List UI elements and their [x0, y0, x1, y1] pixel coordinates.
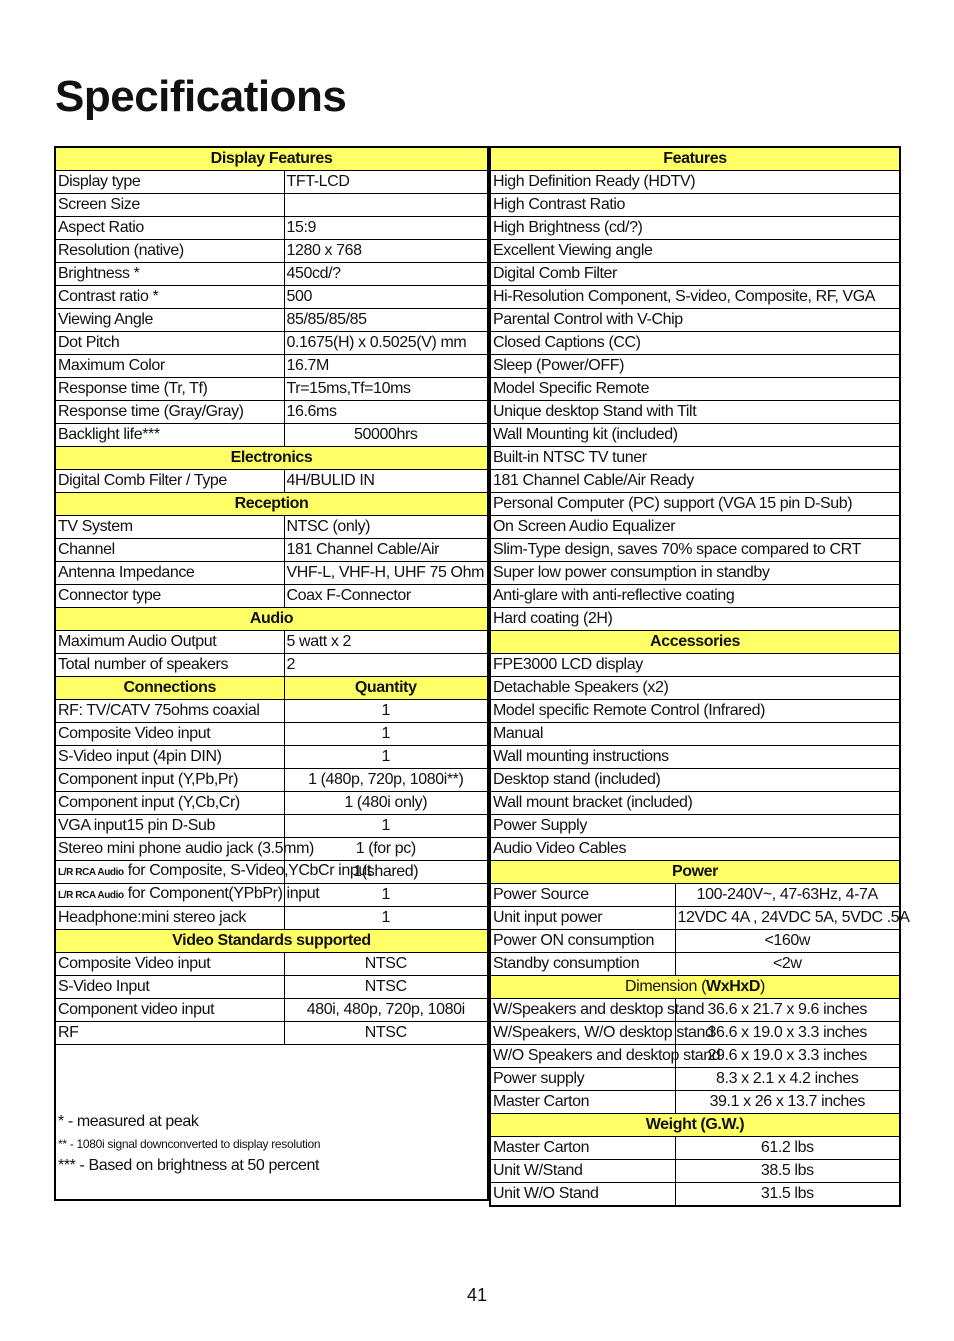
section-header-row — [490, 976, 900, 999]
quantity-header: Quantity — [284, 677, 488, 700]
table-row — [55, 815, 488, 838]
spec-label: Response time (Gray/Gray) — [55, 401, 284, 424]
feature-item: Wall Mounting kit (included) — [490, 424, 900, 447]
accessories-header: Accessories — [490, 631, 900, 654]
spec-value: 1 — [284, 746, 488, 769]
list-item — [490, 769, 900, 792]
feature-item: Hi-Resolution Component, S-video, Composite, RF, VGA — [490, 286, 900, 309]
table-row — [55, 1022, 488, 1045]
table-row — [55, 861, 488, 884]
table-row — [55, 792, 488, 815]
spec-value: 181 Channel Cable/Air — [284, 539, 488, 562]
spec-value: 450cd/? — [284, 263, 488, 286]
feature-item: Personal Computer (PC) support (VGA 15 pin D-Sub) — [490, 493, 900, 516]
spec-value: <160w — [675, 930, 900, 953]
spec-value: Tr=15ms,Tf=10ms — [284, 378, 488, 401]
notes-row — [55, 1045, 488, 1201]
spec-value: 480i, 480p, 720p, 1080i — [284, 999, 488, 1022]
spec-label: Composite Video input — [55, 723, 284, 746]
dimension-header-suffix: ) — [760, 978, 765, 995]
table-row — [55, 240, 488, 263]
spec-value: <2w — [675, 953, 900, 976]
list-item — [490, 608, 900, 631]
spec-value: 1 — [284, 723, 488, 746]
spec-label: Unit W/O Stand — [490, 1183, 675, 1207]
spec-label: Response time (Tr, Tf) — [55, 378, 284, 401]
video-standards-header: Video Standards supported — [55, 930, 488, 953]
spec-label: Power Source — [490, 884, 675, 907]
left-spec-table — [54, 146, 489, 1201]
right-spec-table — [489, 146, 910, 1207]
spec-label: Power ON consumption — [490, 930, 675, 953]
accessory-item: Power Supply — [490, 815, 900, 838]
spec-value: 15:9 — [284, 217, 488, 240]
table-row — [55, 355, 488, 378]
spec-value: 8.3 x 2.1 x 4.2 inches — [675, 1068, 900, 1091]
spec-label: Standby consumption — [490, 953, 675, 976]
spec-label: Maximum Audio Output — [55, 631, 284, 654]
spec-label: RF — [55, 1022, 284, 1045]
table-row — [55, 309, 488, 332]
spec-label: Power supply — [490, 1068, 675, 1091]
spec-value: 36.6 x 21.7 x 9.6 inches — [675, 999, 900, 1022]
spec-label: Contrast ratio * — [55, 286, 284, 309]
feature-item: High Contrast Ratio — [490, 194, 900, 217]
list-item — [490, 516, 900, 539]
accessory-item: Model specific Remote Control (Infrared) — [490, 700, 900, 723]
section-header-row — [55, 930, 488, 953]
table-row — [490, 907, 900, 930]
list-item — [490, 677, 900, 700]
spec-label: Channel — [55, 539, 284, 562]
table-row — [55, 769, 488, 792]
spec-value: 500 — [284, 286, 488, 309]
footnote-brightness: *** - Based on brightness at 50 percent — [58, 1157, 320, 1174]
spec-label: S-Video input (4pin DIN) — [55, 746, 284, 769]
dimension-header-wxhxd: WxHxD — [706, 978, 761, 995]
table-row — [55, 585, 488, 608]
table-row — [55, 194, 488, 217]
spec-label: Master Carton — [490, 1091, 675, 1114]
section-header-row — [55, 677, 488, 700]
table-row — [55, 263, 488, 286]
accessory-item: FPE3000 LCD display — [490, 654, 900, 677]
spec-value: 1280 x 768 — [284, 240, 488, 263]
spec-value: 2 — [284, 654, 488, 677]
section-header-row — [55, 147, 488, 171]
spec-value: VHF-L, VHF-H, UHF 75 Ohm — [284, 562, 488, 585]
spec-value: NTSC (only) — [284, 516, 488, 539]
section-header-row — [55, 447, 488, 470]
feature-item: High Definition Ready (HDTV) — [490, 171, 900, 194]
table-row — [55, 700, 488, 723]
table-row — [55, 424, 488, 447]
page-title: Specifications — [55, 72, 347, 121]
spec-label: Digital Comb Filter / Type — [55, 470, 284, 493]
rca-audio-detail: for Composite, S-Video,YCbCr input — [123, 862, 371, 879]
table-row — [55, 217, 488, 240]
spec-value: 50000hrs — [284, 424, 488, 447]
table-row — [490, 930, 900, 953]
display-features-header: Display Features — [55, 147, 488, 171]
accessory-item: Desktop stand (included) — [490, 769, 900, 792]
dimension-header — [490, 976, 900, 999]
table-row — [55, 539, 488, 562]
feature-item: Built-in NTSC TV tuner — [490, 447, 900, 470]
spec-value: NTSC — [284, 976, 488, 999]
rca-audio-bold-label: L/R RCA Audio — [58, 867, 124, 878]
spec-label: Viewing Angle — [55, 309, 284, 332]
feature-item: Closed Captions (CC) — [490, 332, 900, 355]
table-row — [490, 953, 900, 976]
spec-value: 1 (for pc) — [284, 838, 488, 861]
spec-label: W/Speakers and desktop stand — [490, 999, 675, 1022]
section-header-row — [490, 861, 900, 884]
footnote-1080i: ** - 1080i signal downconverted to display resolution — [58, 1137, 321, 1151]
spec-label: Resolution (native) — [55, 240, 284, 263]
table-row — [490, 1068, 900, 1091]
table-row — [55, 953, 488, 976]
section-header-row — [55, 608, 488, 631]
feature-item: Super low power consumption in standby — [490, 562, 900, 585]
list-item — [490, 585, 900, 608]
spec-value: 1 — [284, 815, 488, 838]
spec-label: Display type — [55, 171, 284, 194]
feature-item: Slim-Type design, saves 70% space compared to CRT — [490, 539, 900, 562]
list-item — [490, 194, 900, 217]
spec-value: 1 (480p, 720p, 1080i**) — [284, 769, 488, 792]
table-row — [490, 884, 900, 907]
features-header: Features — [490, 147, 900, 171]
table-row — [490, 1045, 900, 1068]
spec-label: S-Video Input — [55, 976, 284, 999]
spec-value: TFT-LCD — [284, 171, 488, 194]
table-row — [55, 171, 488, 194]
feature-item: Digital Comb Filter — [490, 263, 900, 286]
page-number: 41 — [466, 1285, 488, 1305]
table-row — [490, 1137, 900, 1160]
list-item — [490, 815, 900, 838]
accessory-item: Wall mounting instructions — [490, 746, 900, 769]
spec-value: 39.1 x 26 x 13.7 inches — [675, 1091, 900, 1114]
table-row — [490, 999, 900, 1022]
section-header-row — [490, 147, 900, 171]
list-item — [490, 332, 900, 355]
table-row — [55, 516, 488, 539]
spec-label — [55, 861, 371, 884]
spec-label: Maximum Color — [55, 355, 284, 378]
list-item — [490, 240, 900, 263]
spec-label: Component input (Y,Pb,Pr) — [55, 769, 284, 792]
section-header-row — [55, 493, 488, 516]
list-item — [490, 355, 900, 378]
spec-value: 0.1675(H) x 0.5025(V) mm — [284, 332, 488, 355]
spec-value: 100-240V~, 47-63Hz, 4-7A — [675, 884, 900, 907]
list-item — [490, 723, 900, 746]
weight-header: Weight (G.W.) — [490, 1114, 900, 1137]
dimension-header-prefix: Dimension ( — [625, 978, 706, 995]
spec-label: Connector type — [55, 585, 284, 608]
spec-value: 1 — [284, 700, 488, 723]
spec-value: 1 — [284, 884, 488, 907]
spec-label: Antenna Impedance — [55, 562, 284, 585]
table-row — [55, 401, 488, 424]
electronics-header: Electronics — [55, 447, 488, 470]
table-row — [55, 562, 488, 585]
spec-label: Headphone:mini stereo jack — [55, 907, 284, 930]
list-item — [490, 401, 900, 424]
rca-audio-bold-label: L/R RCA Audio — [58, 890, 124, 901]
table-row — [55, 470, 488, 493]
spec-value: 4H/BULID IN — [284, 470, 488, 493]
feature-item: 181 Channel Cable/Air Ready — [490, 470, 900, 493]
list-item — [490, 470, 900, 493]
feature-item: Sleep (Power/OFF) — [490, 355, 900, 378]
spec-value: 29.6 x 19.0 x 3.3 inches — [675, 1045, 900, 1068]
table-row — [55, 907, 488, 930]
spec-label: Unit input power — [490, 907, 675, 930]
spec-label: Screen Size — [55, 194, 284, 217]
spec-value: 1(shared) — [284, 861, 488, 884]
spec-value: 85/85/85/85 — [284, 309, 488, 332]
accessory-item: Wall mount bracket (included) — [490, 792, 900, 815]
spec-label: TV System — [55, 516, 284, 539]
feature-item: Unique desktop Stand with Tilt — [490, 401, 900, 424]
spec-label: Component input (Y,Cb,Cr) — [55, 792, 284, 815]
audio-header: Audio — [55, 608, 488, 631]
spec-label: Composite Video input — [55, 953, 284, 976]
table-row — [490, 1160, 900, 1183]
spec-label — [55, 884, 320, 907]
accessory-item: Detachable Speakers (x2) — [490, 677, 900, 700]
footnotes — [55, 1045, 488, 1201]
spec-value: NTSC — [284, 953, 488, 976]
table-row — [55, 286, 488, 309]
list-item — [490, 539, 900, 562]
spec-value: 12VDC 4A , 24VDC 5A, 5VDC .5A — [675, 907, 900, 930]
spec-label: Master Carton — [490, 1137, 675, 1160]
table-row — [55, 332, 488, 355]
table-row — [55, 654, 488, 677]
list-item — [490, 838, 900, 861]
feature-item: High Brightness (cd/?) — [490, 217, 900, 240]
spec-value: Coax F-Connector — [284, 585, 488, 608]
feature-item: Anti-glare with anti-reflective coating — [490, 585, 900, 608]
spec-label: Dot Pitch — [55, 332, 284, 355]
spec-value: NTSC — [284, 1022, 488, 1045]
list-item — [490, 217, 900, 240]
table-row — [55, 746, 488, 769]
spec-label: W/Speakers, W/O desktop stand — [490, 1022, 675, 1045]
accessory-item: Manual — [490, 723, 900, 746]
list-item — [490, 171, 900, 194]
table-row — [55, 378, 488, 401]
rca-audio-detail: for Component(YPbPr) input — [123, 885, 320, 902]
spec-label: W/O Speakers and desktop stand — [490, 1045, 675, 1068]
table-row — [55, 976, 488, 999]
spec-value: 38.5 lbs — [675, 1160, 900, 1183]
list-item — [490, 263, 900, 286]
spec-label: RF: TV/CATV 75ohms coaxial — [55, 700, 284, 723]
table-row — [490, 1022, 900, 1045]
list-item — [490, 746, 900, 769]
power-header: Power — [490, 861, 900, 884]
spec-value: 61.2 lbs — [675, 1137, 900, 1160]
accessory-item: Audio Video Cables — [490, 838, 900, 861]
spec-value: 16.6ms — [284, 401, 488, 424]
list-item — [490, 424, 900, 447]
list-item — [490, 792, 900, 815]
spec-value — [284, 194, 488, 217]
list-item — [490, 700, 900, 723]
table-row — [55, 723, 488, 746]
spec-label: Backlight life*** — [55, 424, 284, 447]
spec-label: Aspect Ratio — [55, 217, 284, 240]
table-row — [55, 884, 488, 907]
list-item — [490, 378, 900, 401]
list-item — [490, 286, 900, 309]
connections-header: Connections — [55, 677, 284, 700]
table-row — [490, 1091, 900, 1114]
section-header-row — [490, 1114, 900, 1137]
feature-item: Parental Control with V-Chip — [490, 309, 900, 332]
table-row — [55, 999, 488, 1022]
list-item — [490, 447, 900, 470]
feature-item: Hard coating (2H) — [490, 608, 900, 631]
spec-value: 36.6 x 19.0 x 3.3 inches — [675, 1022, 900, 1045]
spec-label: Brightness * — [55, 263, 284, 286]
table-row — [55, 631, 488, 654]
feature-item: Excellent Viewing angle — [490, 240, 900, 263]
reception-header: Reception — [55, 493, 488, 516]
footnote-peak: * - measured at peak — [58, 1113, 199, 1130]
spec-label: Stereo mini phone audio jack (3.5mm) — [55, 838, 284, 861]
spec-value: 5 watt x 2 — [284, 631, 488, 654]
list-item — [490, 493, 900, 516]
spec-label: Component video input — [55, 999, 284, 1022]
list-item — [490, 654, 900, 677]
spec-label: VGA input15 pin D-Sub — [55, 815, 284, 838]
list-item — [490, 309, 900, 332]
spec-label: Total number of speakers — [55, 654, 284, 677]
feature-item: Model Specific Remote — [490, 378, 900, 401]
spec-value: 1 — [284, 907, 488, 930]
list-item — [490, 562, 900, 585]
feature-item: On Screen Audio Equalizer — [490, 516, 900, 539]
section-header-row — [490, 631, 900, 654]
spec-label: Unit W/Stand — [490, 1160, 675, 1183]
table-row — [490, 1183, 900, 1207]
spec-value: 31.5 lbs — [675, 1183, 900, 1207]
spec-value: 16.7M — [284, 355, 488, 378]
spec-value: 1 (480i only) — [284, 792, 488, 815]
table-row — [55, 838, 488, 861]
